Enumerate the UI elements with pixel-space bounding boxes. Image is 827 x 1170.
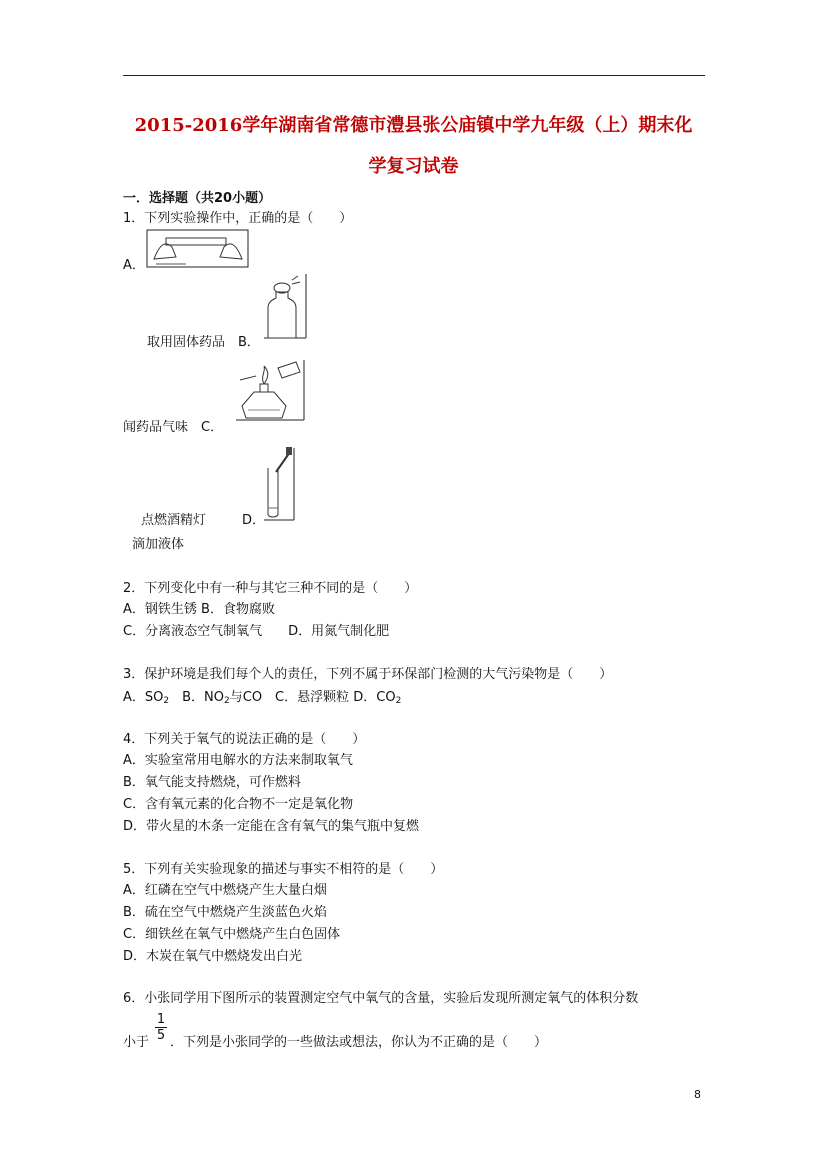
- q2-options-line2: C．分离液态空气制氧气 D．用氮气制化肥: [123, 624, 390, 639]
- doc-title-line1: 2015-2016学年湖南省常德市澧县张公庙镇中学九年级（上）期末化: [134, 115, 693, 136]
- q6-stem: 6．小张同学用下图所示的装置测定空气中氧气的含量，实验后发现所测定氧气的体积分数: [123, 991, 639, 1006]
- q5-option-b: B．硫在空气中燃烧产生淡蓝色火焰: [123, 905, 327, 920]
- q1-text-d: 滴加液体: [132, 537, 185, 552]
- q4-stem: 4．下列关于氧气的说法正确的是（ ）: [123, 732, 366, 747]
- q1-text-a-b: 取用固体药品 B．: [147, 335, 260, 350]
- q1-text-b-c: 闻药品气味 C．: [123, 420, 224, 435]
- q5-option-a: A．红磷在空气中燃烧产生大量白烟: [123, 883, 327, 898]
- q6-suffix: ．下列是小张同学的一些做法或想法，你认为不正确的是（ ）: [170, 1035, 548, 1050]
- q1-text-c-d-2: D．: [242, 513, 266, 528]
- page-number: 8: [694, 1088, 701, 1101]
- q5-option-c: C．细铁丝在氧气中燃烧产生白色固体: [123, 927, 341, 942]
- q5-stem: 5．下列有关实验现象的描述与事实不相符的是（ ）: [123, 862, 444, 877]
- q2-stem: 2．下列变化中有一种与其它三种不同的是（ ）: [123, 581, 418, 596]
- q3-options: A．$SO_2$ B．$NO_2$与CO C．悬浮颗粒 D．$CO_2$: [123, 690, 402, 706]
- q1-figure-d-dropper: [262, 446, 298, 524]
- q1-text-c-d-1: 点燃酒精灯: [141, 513, 207, 528]
- header-rule: [123, 75, 705, 76]
- q6-prefix: 小于: [123, 1035, 150, 1050]
- q5-option-d: D．木炭在氧气中燃烧发出白光: [123, 949, 303, 964]
- q4-option-c: C．含有氧元素的化合物不一定是氧化物: [123, 797, 354, 812]
- q1-figure-a-tube-capping: [146, 229, 250, 269]
- q4-option-a: A．实验室常用电解水的方法来制取氧气: [123, 753, 353, 768]
- doc-title-line2: 学复习试卷: [368, 156, 459, 177]
- q4-option-b: B．氧气能支持燃烧，可作燃料: [123, 775, 301, 790]
- q1-figure-b-smelling: [262, 272, 310, 342]
- q6-fraction: $\frac{1}{5}$: [156, 1012, 166, 1043]
- q3-stem: 3．保护环境是我们每个人的责任，下列不属于环保部门检测的大气污染物是（ ）: [123, 667, 613, 682]
- q1-figure-c-alcohol-lamp: [234, 358, 308, 424]
- q4-option-d: D．带火星的木条一定能在含有氧气的集气瓶中复燃: [123, 819, 420, 834]
- q2-options-line1: A．钢铁生锈 B．食物腐败: [123, 602, 275, 617]
- q1-stem: 1．下列实验操作中，正确的是（ ）: [123, 211, 353, 226]
- section-heading: 一．选择题（共20小题）: [123, 191, 272, 206]
- q1-label-a: A．: [123, 258, 145, 273]
